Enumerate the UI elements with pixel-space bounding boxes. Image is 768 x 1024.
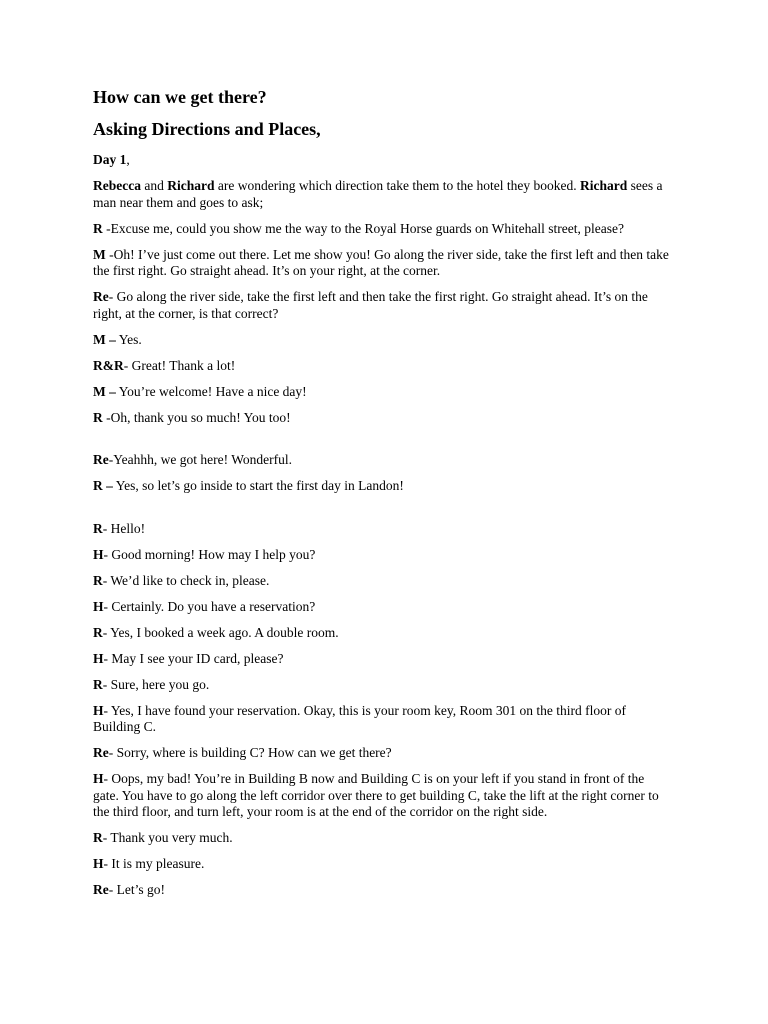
dialogue-line xyxy=(93,703,673,736)
dialogue-line xyxy=(93,547,673,564)
dialogue-line xyxy=(93,247,673,280)
speaker-label: Re xyxy=(93,452,109,467)
document-body xyxy=(93,86,673,908)
speaker-label: H xyxy=(93,856,104,871)
document-subtitle: Asking Directions and Places, xyxy=(93,119,321,139)
dialogue xyxy=(93,221,673,899)
dialogue-line xyxy=(93,221,673,238)
speaker-label: R xyxy=(93,830,103,845)
dialogue-line xyxy=(93,384,673,401)
dialogue-text: -Excuse me, could you show me the way to the Royal Horse guards on Whitehall street, please? xyxy=(102,220,624,236)
speaker-label: Re xyxy=(93,289,109,304)
speaker-label: R&R xyxy=(93,357,124,373)
speaker-label: H xyxy=(93,546,104,562)
day-label: Day 1 xyxy=(93,152,127,167)
speaker-label: Re xyxy=(93,745,109,760)
intro-paragraph xyxy=(93,178,673,211)
dialogue-text: -Oh, thank you so much! You too! xyxy=(102,409,291,425)
dialogue-line xyxy=(93,599,673,616)
intro-end: sees a man near them and goes to ask; xyxy=(93,178,663,210)
dialogue-text: - May I see your ID card, please? xyxy=(103,650,284,666)
dialogue-line xyxy=(93,452,673,469)
intro-name-richard-2: Richard xyxy=(580,178,628,193)
dialogue-text: - Thank you very much. xyxy=(102,830,233,845)
speaker-label: R – xyxy=(93,478,113,493)
speaker-label: R xyxy=(93,220,103,236)
speaker-label: R xyxy=(93,676,103,692)
dialogue-text: You’re welcome! Have a nice day! xyxy=(115,383,307,399)
dialogue-text: -Oh! I’ve just come out there. Let me show you! Go along the river side, take the first left and then take the first right. Go straight ahead. It’s on your right, at the corner. xyxy=(93,246,669,278)
speaker-label: H xyxy=(93,702,104,718)
speaker-label: Re xyxy=(93,882,109,897)
day-heading xyxy=(93,152,673,169)
dialogue-text: - Go along the river side, take the first left and then take the first right. Go straight ahead. It’s on the right, at the corner, is that correct? xyxy=(93,289,648,321)
dialogue-line xyxy=(93,882,673,899)
dialogue-text: - Yes, I have found your reservation. Okay, this is your room key, Room 301 on the third floor of Building C. xyxy=(93,702,626,734)
speaker-label: H xyxy=(93,650,104,666)
dialogue-line xyxy=(93,410,673,427)
dialogue-line xyxy=(93,521,673,538)
dialogue-line xyxy=(93,625,673,642)
speaker-label: R xyxy=(93,572,103,588)
dialogue-text: - Certainly. Do you have a reservation? xyxy=(103,598,316,614)
dialogue-line xyxy=(93,651,673,668)
dialogue-line xyxy=(93,573,673,590)
dialogue-line xyxy=(93,358,673,375)
dialogue-line xyxy=(93,478,673,495)
dialogue-text: -Yeahhh, we got here! Wonderful. xyxy=(108,452,292,467)
speaker-label: R xyxy=(93,624,103,640)
dialogue-text: - Oops, my bad! You’re in Building B now and Building C is on your left if you stand in front of the gate. You have to go along the left corridor over there to get building C, take the lift at the right corner to the third floor, and turn left, your room is at the end of the corridor on the right side. xyxy=(93,771,659,819)
intro-name-richard: Richard xyxy=(167,178,215,193)
dialogue-line xyxy=(93,745,673,762)
speaker-label: R xyxy=(93,520,103,536)
speaker-label: R xyxy=(93,409,103,425)
dialogue-text: - Let’s go! xyxy=(108,882,165,897)
dialogue-text: - Good morning! How may I help you? xyxy=(103,546,316,562)
dialogue-text: - Sorry, where is building C? How can we get there? xyxy=(108,745,392,760)
dialogue-text: - It is my pleasure. xyxy=(103,856,205,871)
speaker-label: M – xyxy=(93,383,116,399)
speaker-label: M – xyxy=(93,331,116,347)
dialogue-text: - Great! Thank a lot! xyxy=(123,357,236,373)
speaker-label: H xyxy=(93,598,104,614)
document-title: How can we get there? xyxy=(93,87,267,107)
dialogue-line xyxy=(93,289,673,322)
dialogue-text: - We’d like to check in, please. xyxy=(102,572,270,588)
speaker-label: H xyxy=(93,771,104,786)
dialogue-text: Yes, so let’s go inside to start the first day in Landon! xyxy=(112,478,404,493)
intro-name-rebecca: Rebecca xyxy=(93,178,141,193)
dialogue-line xyxy=(93,677,673,694)
day-suffix: , xyxy=(126,152,130,167)
dialogue-text: - Yes, I booked a week ago. A double room. xyxy=(102,624,339,640)
dialogue-text: - Hello! xyxy=(102,520,146,536)
dialogue-line xyxy=(93,830,673,847)
dialogue-text: - Sure, here you go. xyxy=(102,676,210,692)
intro-and: and xyxy=(140,178,168,193)
speaker-label: M xyxy=(93,246,106,262)
dialogue-text: Yes. xyxy=(115,331,142,347)
dialogue-line xyxy=(93,332,673,349)
dialogue-line xyxy=(93,856,673,873)
intro-mid: are wondering which direction take them to the hotel they booked. xyxy=(214,178,580,193)
dialogue-line xyxy=(93,771,673,821)
